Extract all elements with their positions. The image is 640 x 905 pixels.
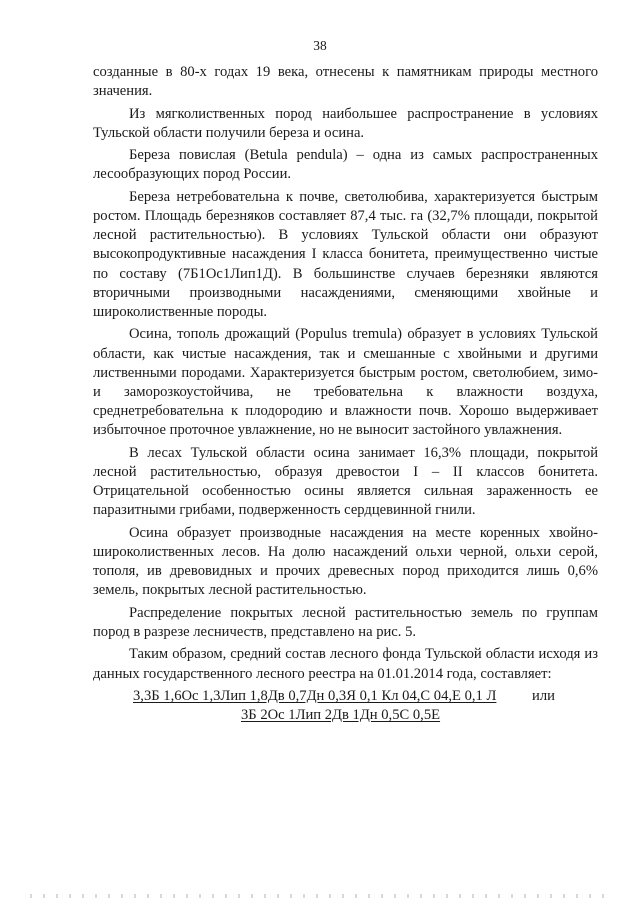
paragraph-9: Таким образом, средний состав лесного фонда Тульской области исходя из данных государственного лесного реестра на 01.01.2014 года, составляет: <box>93 646 598 682</box>
formula-line-1: 3,3Б 1,6Ос 1,3Лип 1,8Дв 0,7Дн 0,3Я 0,1 Кл 04,С 04,Е 0,1 Л <box>133 687 497 704</box>
paragraph-3: Береза повислая (Betula pendula) – одна из самых распространенных лесообразующих пород России. <box>93 147 598 183</box>
document-body <box>93 63 598 726</box>
formula-connector: или <box>532 687 555 704</box>
paragraph-1: созданные в 80-х годах 19 века, отнесены к памятникам природы местного значения. <box>93 64 598 100</box>
paragraph-4: Береза нетребовательна к почве, светолюбива, характеризуется быстрым ростом. Площадь березняков составляет 87,4 тыс. га (32,7% площади, покрытой лесной растительностью). В условиях Тульской области они образуют высокопродуктивные насаждения I класса бонитета, преимущественно чистые по составу (7Б1Ос1Лип1Д). В большинстве случаев березняки являются вторичными производными насаждениями, сменяющими хвойные и широколиственные породы. <box>93 188 598 320</box>
paragraph-8: Распределение покрытых лесной растительностью земель по группам пород в разрезе лесничеств, представлено на рис. 5. <box>93 604 598 640</box>
scan-artifact <box>30 894 610 898</box>
formula-line-2: 3Б 2Ос 1Лип 2Дв 1Дн 0,5С 0,5Е <box>241 707 441 724</box>
paragraph-2: Из мягколиственных пород наибольшее распространение в условиях Тульской области получили береза и осина. <box>93 105 598 141</box>
page-number: 38 <box>313 38 327 53</box>
composition-formula <box>93 687 598 726</box>
paragraph-7: Осина образует производные насаждения на месте коренных хвойно-широколиственных лесов. На долю насаждений ольхи черной, ольхи серой, тополя, ив древовидных и прочих древесных пород приходится лишь 0,6% земель, покрытых лесной растительностью. <box>93 524 598 599</box>
paragraph-5: Осина, тополь дрожащий (Populus tremula) образует в условиях Тульской области, как чистые насаждения, так и смешанные с хвойными и другими лиственными породами. Характеризуется быстрым ростом, светолюбием, зимо- и заморозкоустойчива, не требовательна к влажности воздуха, среднетребовательна к плодородию и влажности почв. Хорошо выдерживает избыточное проточное увлажнение, но не выносит застойного увлажнения. <box>93 326 598 439</box>
paragraph-6: В лесах Тульской области осина занимает 16,3% площади, покрытой лесной растительностью, образуя древостои I – II классов бонитета. Отрицательной особенностью осины является сильная зараженность ее паразитными грибами, подверженность сердцевинной гнили. <box>93 444 598 519</box>
